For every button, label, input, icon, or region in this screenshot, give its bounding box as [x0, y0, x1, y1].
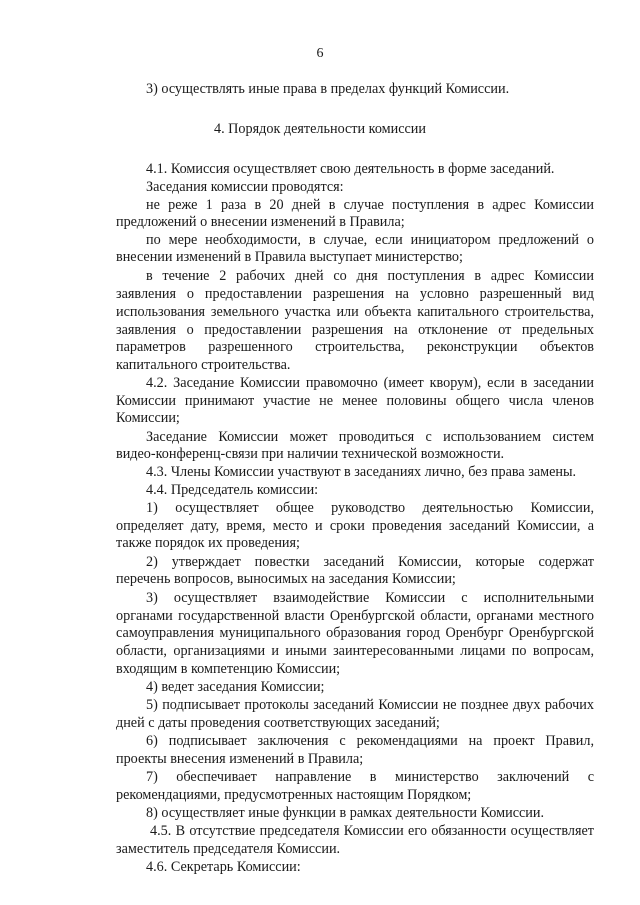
- text-line: не реже 1 раза в 20 дней в случае поступления в адрес Комиссии: [146, 197, 594, 213]
- text-line: 5) подписывает протоколы заседаний Комиссии не позднее двух рабочих: [146, 697, 594, 713]
- text-line: определяет дату, время, место и сроки проведения заседаний Комиссии, а: [116, 518, 594, 534]
- text-line: внесении изменений в Правила выступает министерство;: [116, 249, 463, 265]
- text-line: рекомендациями, предусмотренных настоящим Порядком;: [116, 787, 472, 803]
- text-line: 7) обеспечивает направление в министерство заключений с: [146, 769, 594, 785]
- text-line: заявления о предоставлении разрешения на отклонение от предельных: [116, 322, 594, 338]
- text-line: капитального строительства.: [116, 357, 291, 373]
- text-line: 4.5. В отсутствие председателя Комиссии его обязанности осуществляет: [150, 823, 594, 839]
- text-line: Комиссии;: [116, 410, 180, 426]
- text-line: по мере необходимости, в случае, если инициатором предложений о: [146, 232, 594, 248]
- text-line: области, организациями и иными заинтересованными лицами по вопросам,: [116, 643, 594, 659]
- text-line: Заседания комиссии проводятся:: [146, 179, 344, 195]
- text-line: 4.6. Секретарь Комиссии:: [146, 859, 301, 875]
- text-line: проекты внесения изменений в Правила;: [116, 751, 364, 767]
- text-line: видео-конференц-связи при наличии технической возможности.: [116, 446, 505, 462]
- text-line: 1) осуществляет общее руководство деятельностью Комиссии,: [146, 500, 594, 516]
- text-line: 6) подписывает заключения с рекомендациями на проект Правил,: [146, 733, 594, 749]
- text-line: 4.4. Председатель комиссии:: [146, 482, 319, 498]
- text-line: предложений о внесении изменений в Правила;: [116, 214, 405, 230]
- text-line: заместитель председателя Комиссии.: [116, 841, 341, 857]
- text-line: 3) осуществляет взаимодействие Комиссии с исполнительными: [146, 590, 594, 606]
- section-heading: 4. Порядок деятельности комиссии: [213, 121, 426, 137]
- text-line: самоуправления муниципального образования город Оренбург Оренбургской: [116, 625, 594, 641]
- text-line: также порядок их проведения;: [116, 535, 300, 551]
- page-number: 6: [316, 46, 324, 61]
- text-line: в течение 2 рабочих дней со дня поступления в адрес Комиссии: [146, 268, 594, 284]
- text-line: 3) осуществлять иные права в пределах функций Комиссии.: [146, 81, 510, 97]
- text-line: перечень вопросов, выносимых на заседания Комиссии;: [116, 571, 456, 587]
- text-line: 4.3. Члены Комиссии участвуют в заседаниях лично, без права замены.: [146, 464, 577, 480]
- text-line: 4.1. Комиссия осуществляет свою деятельность в форме заседаний.: [146, 161, 555, 177]
- text-line: 2) утверждает повестки заседаний Комиссии, которые содержат: [146, 554, 594, 570]
- text-line: органами государственной власти Оренбургской области, органами местного: [116, 608, 594, 624]
- text-line: 8) осуществляет иные функции в рамках деятельности Комиссии.: [146, 805, 545, 821]
- text-line: Заседание Комиссии может проводиться с использованием систем: [146, 429, 594, 445]
- text-line: входящим в компетенцию Комиссии;: [116, 661, 341, 677]
- text-line: использования земельного участка или объекта капитального строительства,: [116, 304, 594, 320]
- text-line: 4.2. Заседание Комиссии правомочно (имеет кворум), если в заседании: [146, 375, 594, 391]
- text-line: заявления о предоставлении разрешения на условно разрешенный вид: [116, 286, 594, 302]
- text-line: 4) ведет заседания Комиссии;: [146, 679, 325, 695]
- text-line: параметров разрешенного строительства, реконструкции объектов: [116, 339, 594, 355]
- text-line: дней с даты проведения соответствующих заседаний;: [116, 715, 440, 731]
- text-line: Комиссии принимают участие не менее половины общего числа членов: [116, 393, 594, 409]
